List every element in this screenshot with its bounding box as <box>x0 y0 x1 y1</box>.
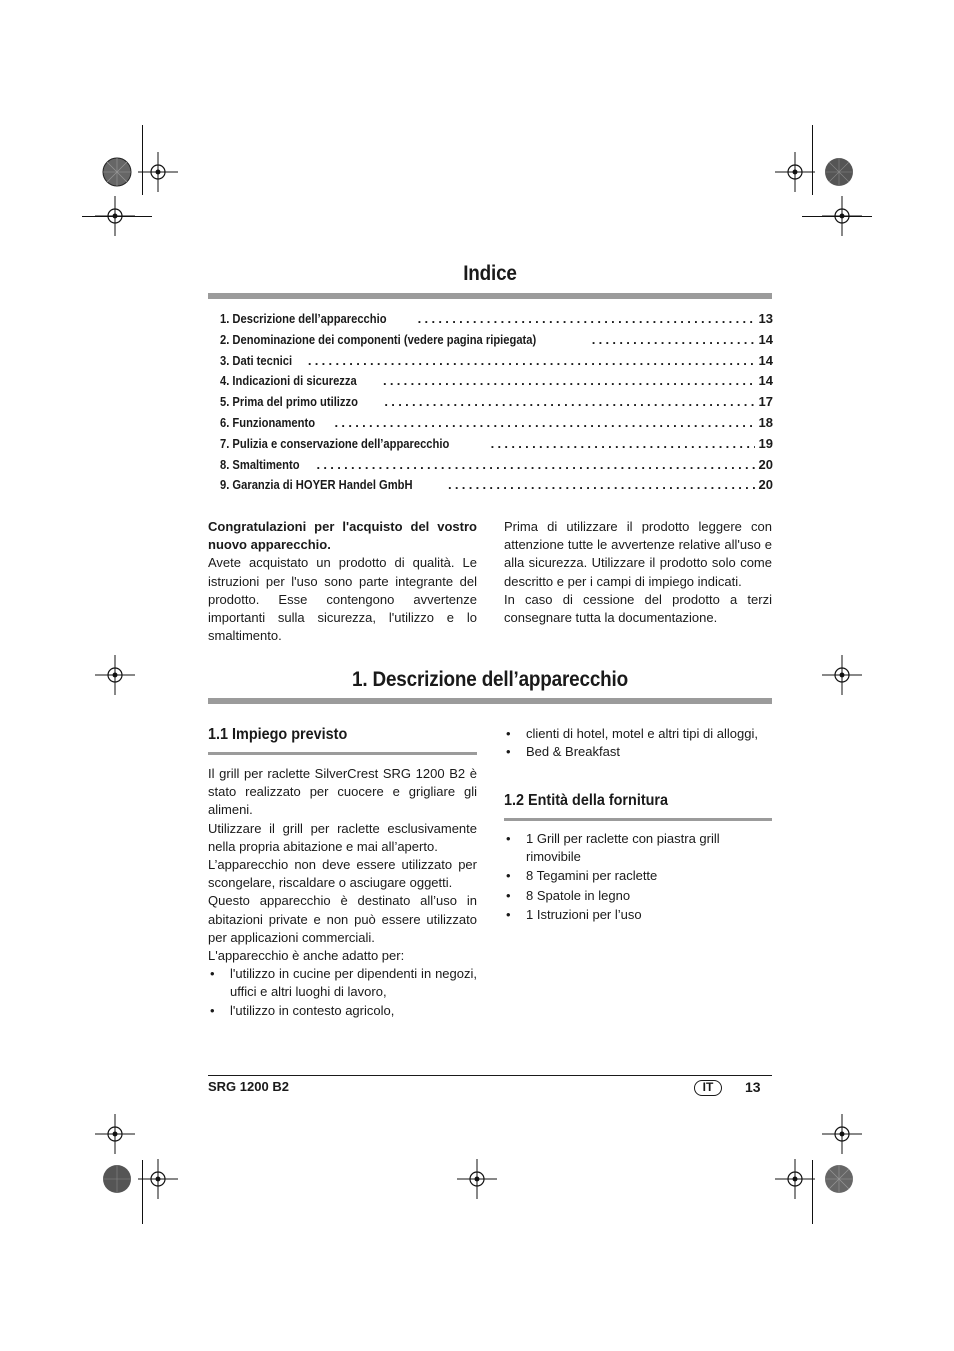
toc-item-page: 14 <box>758 331 773 347</box>
toc-leader-dots <box>448 477 755 492</box>
toc-item <box>220 353 773 374</box>
footer-model: SRG 1200 B2 <box>208 1079 289 1094</box>
toc-leader-dots <box>418 311 755 326</box>
page-number: 13 <box>745 1079 761 1095</box>
toc-item-label: 9. Garanzia di HOYER Handel GmbH <box>220 477 413 493</box>
body-paragraph: Utilizzare il grill per raclette esclusivamente nella propria abitazione e mai all’aperto. <box>208 820 477 854</box>
intro-left-text: Avete acquistato un prodotto di qualità. Le istruzioni per l'uso sono parte integrante del prodotto. Esse contengono avvertenze importanti sulla sicurezza, l'utilizzo e lo smaltimento. <box>208 555 477 644</box>
intro-right-column <box>504 518 772 627</box>
toc-leader-dots <box>308 353 755 368</box>
crop-line <box>142 1160 143 1224</box>
crosshair-mark-1 <box>138 152 178 192</box>
toc-item <box>220 332 773 353</box>
toc-item-page: 17 <box>758 394 773 410</box>
intro-right-paragraph-2: In caso di cessione del prodotto a terzi consegnare tutta la documentazione. <box>504 591 772 626</box>
body-paragraph: Questo apparecchio è destinato all’uso in abitazioni private e non può essere utilizzato per applicazioni commerciali. <box>208 893 477 945</box>
crosshair-mark-9 <box>138 1159 178 1199</box>
list-item: • clienti di hotel, motel e altri tipi di alloggi, <box>504 725 772 743</box>
toc-item <box>220 373 773 394</box>
toc-item-label: 7. Pulizia e conservazione dell’apparecchio <box>220 435 450 451</box>
toc-item-label: 3. Dati tecnici <box>220 352 293 368</box>
toc-item <box>220 415 773 436</box>
delivery-list <box>504 830 772 924</box>
crosshair-mark-8 <box>822 1114 862 1154</box>
crop-line <box>82 216 152 217</box>
subsection-rule-1-2 <box>504 818 772 821</box>
list-item: • 8 Tegamini per raclette <box>504 867 772 885</box>
intro-left-column <box>208 518 477 645</box>
crosshair-mark-5 <box>95 655 135 695</box>
toc-item-page: 19 <box>758 435 773 451</box>
toc-item-page: 14 <box>758 352 773 368</box>
list-item: • 1 Grill per raclette con piastra grill rimovibile <box>504 830 772 866</box>
subsection-title-1-2: 1.2 Entità della fornitura <box>504 792 669 809</box>
crop-line <box>802 216 872 217</box>
section-rule <box>208 698 772 704</box>
toc-item-page: 20 <box>758 477 773 493</box>
toc-item <box>220 477 773 498</box>
crosshair-mark-10 <box>457 1159 497 1199</box>
body-paragraph: L’apparecchio non deve essere utilizzato per scongelare, riscaldare o asciugare oggetti. <box>208 857 477 891</box>
usage-bullet-list <box>208 965 477 1020</box>
footer-rule <box>208 1075 772 1076</box>
toc-item-label: 1. Descrizione dell’apparecchio <box>220 311 387 326</box>
intro-right-paragraph-1: Prima di utilizzare il prodotto leggere con attenzione tutte le avvertenze relative all'uso e alla sicurezza. Utilizzare il prodotto solo come descritto e per i campi di impiego indicati. <box>504 519 772 589</box>
registration-mark-bottom-right <box>819 1159 859 1199</box>
toc-leader-dots <box>592 332 755 347</box>
intro-heading: Congratulazioni per l'acquisto del vostro nuovo apparecchio. <box>208 519 477 553</box>
registration-mark-bottom-left <box>97 1159 137 1199</box>
crosshair-mark-6 <box>822 655 862 695</box>
section-title: 1. Descrizione dell’apparecchio <box>352 668 628 691</box>
toc-item-page: 14 <box>758 373 773 389</box>
crop-line <box>142 125 143 195</box>
body-paragraph: Il grill per raclette SilverCrest SRG 1200 B2 è stato realizzato per cuocere e grigliare gli alimeni. <box>208 766 477 818</box>
language-badge: IT <box>694 1080 722 1096</box>
crosshair-mark-2 <box>775 152 815 192</box>
toc-leader-dots <box>491 436 755 451</box>
toc-leader-dots <box>335 415 755 430</box>
body-paragraph: L'apparecchio è anche adatto per: <box>208 948 405 964</box>
crosshair-mark-7 <box>95 1114 135 1154</box>
subsection-rule-1-1 <box>208 752 477 755</box>
toc-item-page: 20 <box>758 456 773 472</box>
section1-left-column <box>208 765 477 1020</box>
crop-line <box>812 125 813 195</box>
toc-item-label: 5. Prima del primo utilizzo <box>220 394 358 410</box>
list-item: • 1 Istruzioni per l’uso <box>504 906 772 924</box>
toc-item-page: 18 <box>758 414 773 430</box>
toc-leader-dots <box>384 394 754 409</box>
delivery-list-column <box>504 830 772 925</box>
toc-item-label: 4. Indicazioni di sicurezza <box>220 373 357 389</box>
subsection-title-1-1: 1.1 Impiego previsto <box>208 726 348 743</box>
toc-item <box>220 436 773 457</box>
list-item: • l'utilizzo in cucine per dipendenti in negozi, uffici e altri luoghi di lavoro, <box>208 965 477 1001</box>
crop-line <box>812 1160 813 1224</box>
registration-mark-top-right <box>819 152 859 192</box>
list-item: • l'utilizzo in contesto agricolo, <box>208 1002 477 1020</box>
toc-leader-dots <box>383 373 755 388</box>
toc-item-label: 8. Smaltimento <box>220 456 300 472</box>
toc-item-page: 13 <box>758 311 773 326</box>
toc-leader-dots <box>316 457 754 472</box>
section1-right-column <box>504 725 772 761</box>
page-title: Indice <box>463 262 517 285</box>
toc-item <box>220 311 773 332</box>
crosshair-mark-11 <box>775 1159 815 1199</box>
registration-mark-top-left <box>97 152 137 192</box>
toc-item-label: 6. Funzionamento <box>220 414 316 430</box>
toc-item-label: 2. Denominazione dei componenti (vedere pagina ripiegata) <box>220 331 537 347</box>
toc-item <box>220 457 773 478</box>
table-of-contents <box>220 311 773 498</box>
list-item: • Bed & Breakfast <box>504 743 772 761</box>
toc-item <box>220 394 773 415</box>
title-rule <box>208 293 772 299</box>
continued-bullet-list <box>504 725 772 761</box>
list-item: • 8 Spatole in legno <box>504 887 772 905</box>
